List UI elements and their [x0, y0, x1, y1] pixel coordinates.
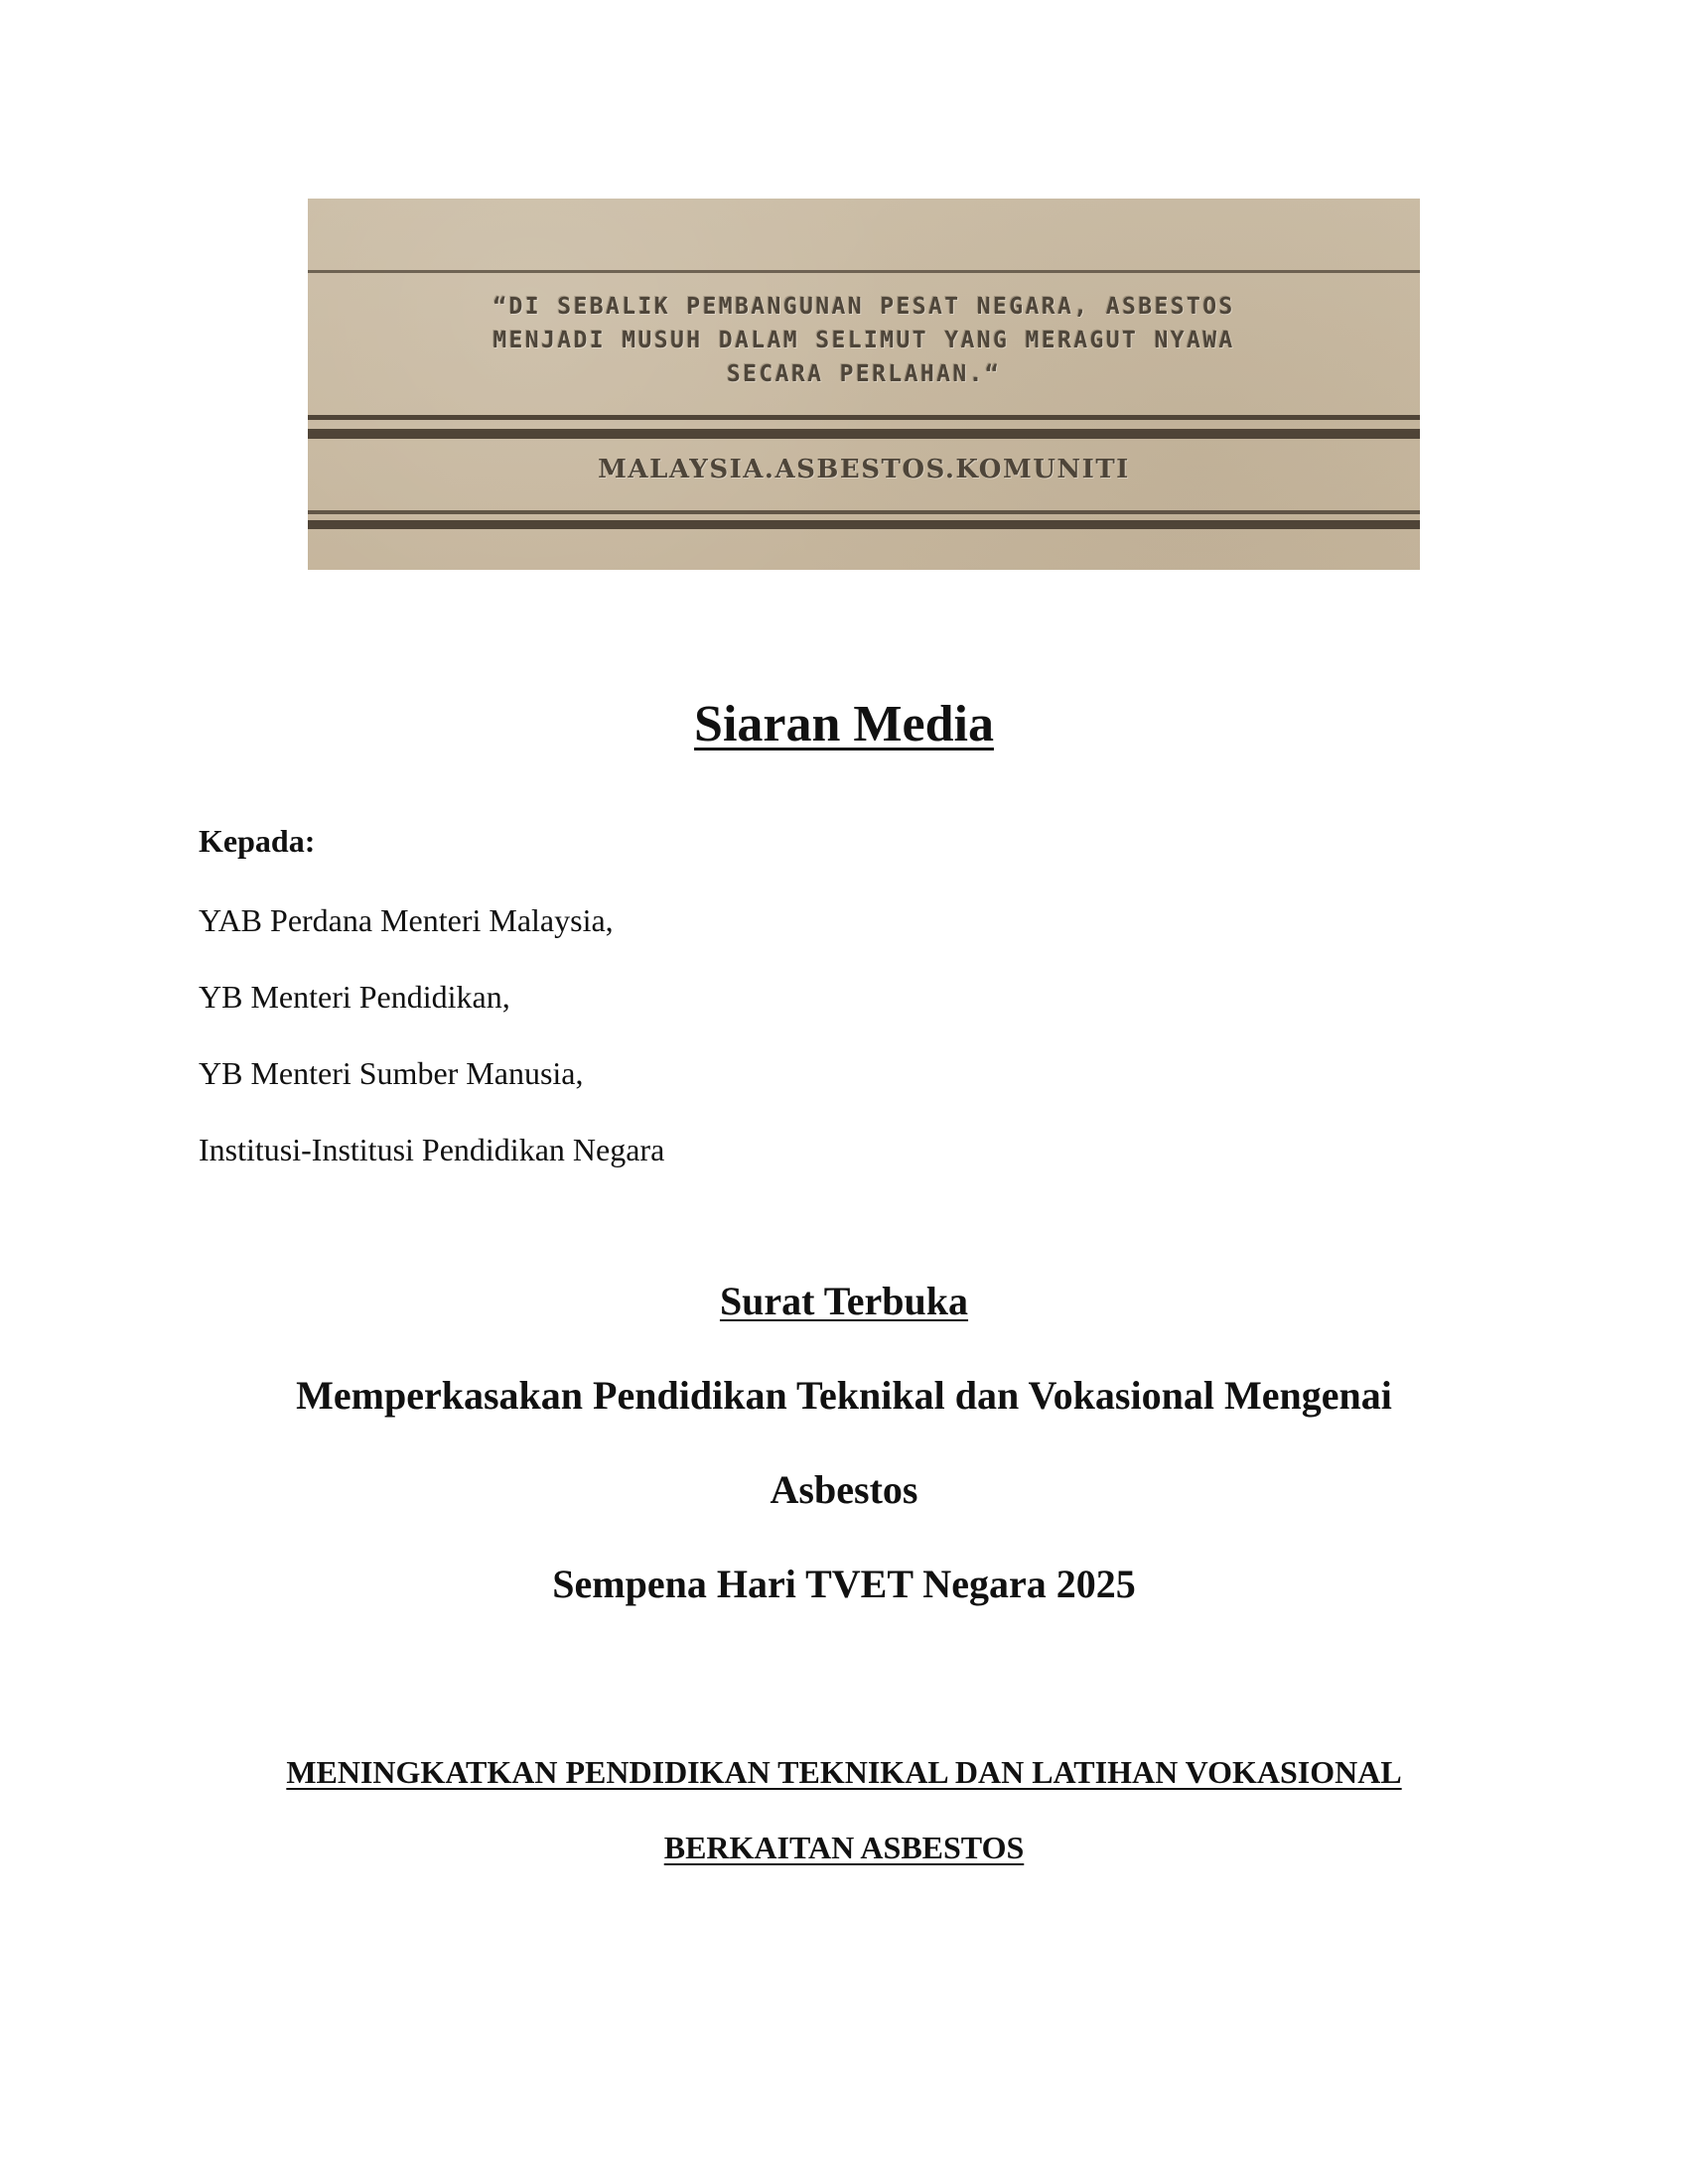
banner-quote: [308, 290, 1420, 391]
banner-divider: [308, 429, 1420, 439]
section-heading-line: BERKAITAN ASBESTOS: [663, 1830, 1025, 1865]
subject-line: Sempena Hari TVET Negara 2025: [552, 1562, 1136, 1606]
banner-community-name: MALAYSIA.ASBESTOS.KOMUNITI: [598, 455, 1130, 484]
page-title: Siaran Media: [694, 696, 994, 752]
banner-divider: [308, 415, 1420, 420]
recipient-line: Institusi-Institusi Pendidikan Negara: [199, 1132, 665, 1167]
banner-divider: [308, 510, 1420, 514]
banner-quote-line: “DI SEBALIK PEMBANGUNAN PESAT NEGARA, ASBESTOS: [492, 294, 1235, 320]
banner-divider: [308, 520, 1420, 529]
recipients-label: Kepada:: [199, 823, 316, 859]
section-heading-line: MENINGKATKAN PENDIDIKAN TEKNIKAL DAN LATIHAN VOKASIONAL: [286, 1754, 1402, 1790]
header-banner: [308, 199, 1420, 570]
letter-type-heading: Surat Terbuka: [719, 1279, 969, 1323]
recipients-block: [199, 821, 1291, 1206]
recipient-line: YB Menteri Pendidikan,: [199, 979, 510, 1015]
banner-quote-line: SECARA PERLAHAN.“: [726, 361, 1002, 387]
banner-divider: [308, 270, 1420, 273]
subject-line: Asbestos: [770, 1467, 918, 1512]
subject-line: Memperkasakan Pendidikan Teknikal dan Vokasional Mengenai: [296, 1373, 1392, 1418]
banner-quote-line: MENJADI MUSUH DALAM SELIMUT YANG MERAGUT NYAWA: [492, 328, 1235, 353]
recipient-line: YB Menteri Sumber Manusia,: [199, 1055, 584, 1091]
recipient-line: YAB Perdana Menteri Malaysia,: [199, 902, 614, 938]
